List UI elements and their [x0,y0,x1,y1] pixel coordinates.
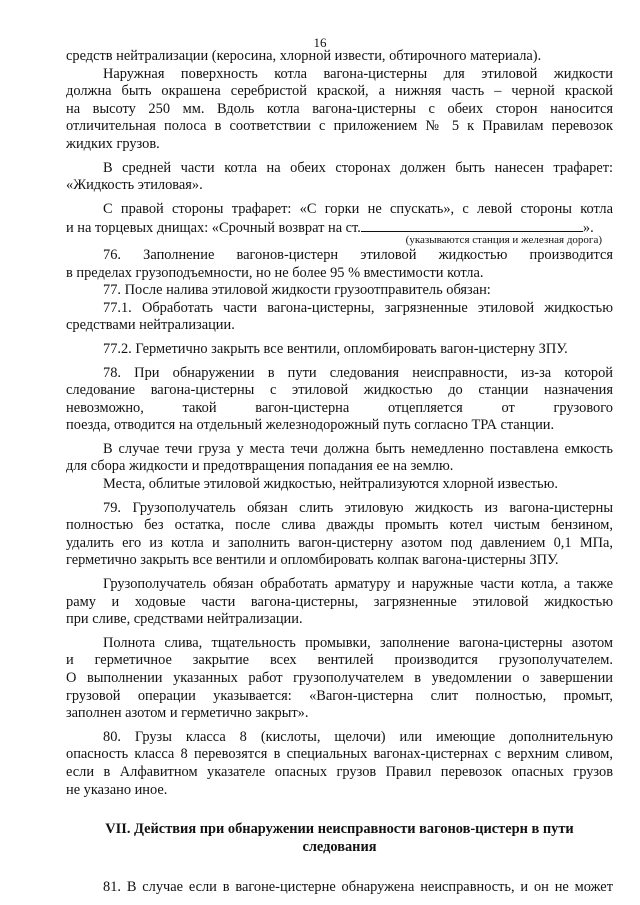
text-line: средств нейтрализации (керосина, хлорной извести, обтирочного материала). [66,48,542,64]
text-line: поезда, отводится на отдельный железнодорожный путь согласно ТРА станции. [66,417,555,434]
text-line: на высоту 250 мм. Вдоль котла вагона-цистерны с обеих сторон наносится [66,100,613,117]
text-line: удалить его из котла и заполнить вагон-цистерну азотом под давлением 0,1 МПа, [66,534,613,551]
page-number: 16 [313,35,327,50]
text-line: полностью без остатка, после слива дважды промыть котел чистым бензином, [66,517,613,534]
text-line: 77.2. Герметично закрыть все вентили, опломбировать вагон-цистерну ЗПУ. [103,340,568,357]
text-line: 81. В случае если в вагоне-цистерне обнаружена неисправность, и он не может [103,879,613,896]
text-line: и герметичное закрытие всех вентилей производится грузополучателем. [66,652,613,669]
text-line: 77. После налива этиловой жидкости грузоотправитель обязан: [103,282,491,299]
blank-underline [361,218,583,232]
text-line: С правой стороны трафарет: «С горки не спускать», с левой стороны котла [103,200,613,217]
text-fragment: ». [582,220,594,237]
text-line: заполнен азотом и герметично закрыт». [66,705,309,722]
text-line: В случае течи груза у места течи должна быть немедленно поставлена емкость [103,440,613,457]
text-line: герметично закрыть все вентили и опломбировать колпак вагона-цистерны ЗПУ. [66,552,559,569]
text-line: Грузополучатель обязан обработать арматуру и наружные части котла, а также [103,576,613,593]
footnote-caption: (указываются станция и железная дорога) [405,233,602,246]
text-line: 80. Грузы класса 8 (кислоты, щелочи) или имеющие дополнительную [103,728,613,745]
text-line: отличительная полоса в соответствии с приложением № 5 к Правилам перевозок [66,118,613,135]
text-line: Места, облитые этиловой жидкостью, нейтрализуются хлорной известью. [103,476,558,493]
text-fragment: и на торцевых днищах: «Срочный возврат на ст. [66,220,361,237]
text-line: жидких грузов. [66,135,160,152]
text-line: раму и ходовые части вагона-цистерны, загрязненные этиловой жидкостью [66,593,613,610]
text-line: опасность класса 8 перевозятся в специальных вагонах-цистернах с верхним сливом, [66,746,613,763]
text-line: 76. Заполнение вагонов-цистерн этиловой жидкостью производится [103,246,613,263]
text-line: 79. Грузополучатель обязан слить этиловую жидкость из вагона-цистерны [103,499,613,516]
text-line: невозможно, такой вагон-цистерна отцепляется от грузового [66,399,613,416]
text-line: не указано иное. [66,781,168,798]
text-line: должна быть окрашена серебристой краской, а нижняя часть – черной краской [66,83,613,100]
text-line: при сливе, средствами нейтрализации. [66,611,303,628]
text-line: О выполнении указанных работ грузополучателем в уведомлении о завершении [66,670,613,686]
text-line: если в Алфавитном указателе опасных грузов Правил перевозок опасных грузов [66,763,613,780]
text-line: грузовой операции указывается: «Вагон-цистерна слит полностью, промыт, [66,687,613,704]
text-line: в пределах грузоподъемности, но не более 95 % вместимости котла. [66,264,484,281]
text-line: средствами нейтрализации. [66,317,235,334]
text-line: «Жидкость этиловая». [66,177,203,194]
section-heading [66,821,613,857]
text-line: 78. При обнаружении в пути следования неисправности, из-за которой [103,364,613,381]
heading-line: следования [302,839,377,856]
text-line: Полнота слива, тщательность промывки, заполнение вагона-цистерны азотом [103,634,613,651]
text-line: следование вагона-цистерны с этиловой жидкостью до станции назначения [66,382,613,399]
text-line: Наружная поверхность котла вагона-цистерны для этиловой жидкости [103,65,613,82]
text-line: для сбора жидкости и предотвращения попадания ее на землю. [66,458,454,475]
heading-line: VII. Действия при обнаружении неисправности вагонов-цистерн в пути [105,821,574,838]
document-body [66,48,613,897]
text-line: 77.1. Обработать части вагона-цистерны, загрязненные этиловой жидкостью [103,299,613,316]
text-line: В средней части котла на обеих сторонах должен быть нанесен трафарет: [103,159,613,176]
